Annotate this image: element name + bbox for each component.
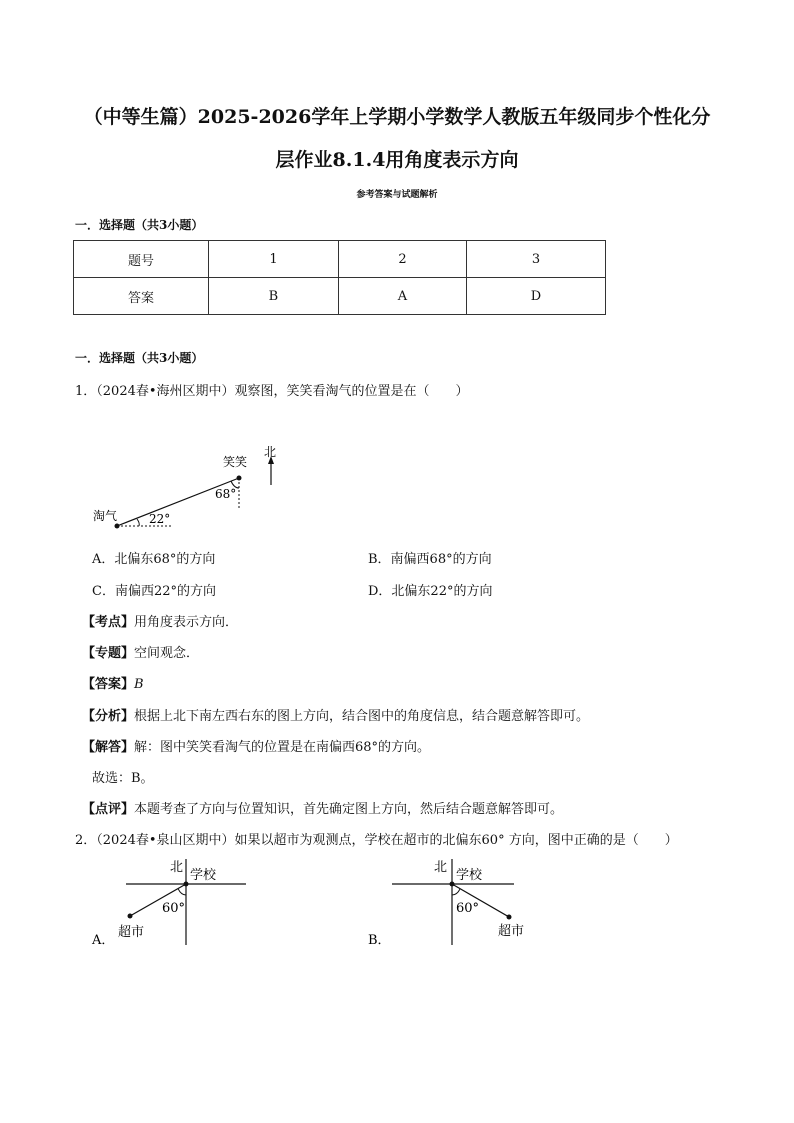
q1-option-c[interactable]: C．南偏西22°的方向: [92, 584, 216, 599]
taoqi-label: 淘气: [93, 509, 118, 523]
school-point: [184, 882, 189, 887]
table-cell: 2: [338, 241, 466, 278]
daan-tag: 【答案】: [82, 677, 135, 692]
page-title-line2: 层作业8.1.4用角度表示方向: [275, 149, 519, 171]
table-row: [74, 241, 606, 278]
q2-figure-b: [364, 855, 534, 950]
market-label: 超市: [118, 925, 145, 940]
q1-guxuan: 故选：B。: [92, 771, 154, 786]
q1-option-a[interactable]: A．北偏东68°的方向: [92, 552, 216, 567]
angle-label: 60°: [456, 901, 480, 916]
table-cell: 3: [467, 241, 606, 278]
q1-option-b[interactable]: B．南偏西68°的方向: [368, 552, 492, 567]
answer-table: [73, 240, 606, 315]
zhuanti-text: 空间观念．: [134, 646, 200, 661]
jieda-tag: 【解答】: [82, 740, 135, 755]
page-title-line1: （中等生篇）2025-2026学年上学期小学数学人教版五年级同步个性化分: [83, 106, 711, 128]
zhuanti-tag: 【专题】: [82, 646, 135, 661]
angle-arc: [178, 889, 186, 896]
table-cell: A: [338, 278, 466, 315]
table-cell: 1: [209, 241, 339, 278]
table-cell: B: [209, 278, 339, 315]
table-cell: 答案: [74, 278, 209, 315]
q1-zhuanti: [82, 642, 199, 661]
angle-68-label: 68°: [215, 487, 237, 501]
angle-22-label: 22°: [149, 512, 171, 526]
angle-label: 60°: [162, 901, 186, 916]
table-cell: D: [467, 278, 606, 315]
option-a-label[interactable]: A．: [92, 933, 115, 948]
sightline: [117, 478, 239, 526]
fenxi-tag: 【分析】: [82, 709, 135, 724]
kaodian-tag: 【考点】: [82, 615, 135, 630]
q1-dianping: [82, 798, 563, 817]
jieda-text: 解：图中笑笑看淘气的位置是在南偏西68°的方向。: [134, 740, 431, 755]
xiaoxiao-label: 笑笑: [223, 455, 248, 469]
q2-stem: 2．（2024春•泉山区期中）如果以超市为观测点，学校在超市的北偏东60° 方向，图中正确的是（ ）: [75, 833, 678, 848]
fenxi-text: 根据上北下南左西右东的图上方向，结合图中的角度信息，结合题意解答即可。: [134, 709, 590, 724]
q1-jieda: [82, 736, 430, 755]
section-heading-answers: 一．选择题（共3小题）: [75, 218, 204, 232]
school-point: [450, 882, 455, 887]
kaodian-text: 用角度表示方向．: [134, 615, 239, 630]
xiaoxiao-point: [237, 476, 242, 481]
school-label: 学校: [190, 868, 217, 883]
q1-direction-figure: [85, 440, 295, 540]
north-label: 北: [264, 445, 277, 459]
market-label: 超市: [498, 924, 525, 939]
market-point: [128, 914, 133, 919]
page-subtitle: 参考答案与试题解析: [356, 190, 438, 200]
option-b-label[interactable]: B．: [368, 933, 391, 948]
q1-daan: [82, 673, 144, 692]
q2-figure-a: [88, 855, 258, 950]
q1-fenxi: [82, 705, 589, 724]
north-label: 北: [434, 860, 448, 875]
q1-kaodian: [82, 611, 238, 630]
school-label: 学校: [456, 868, 483, 883]
angle-arc: [452, 889, 460, 895]
table-cell: 题号: [74, 241, 209, 278]
table-row: [74, 278, 606, 315]
north-label: 北: [170, 860, 184, 875]
taoqi-point: [115, 524, 120, 529]
q1-option-d[interactable]: D．北偏东22°的方向: [368, 584, 493, 599]
market-point: [507, 915, 512, 920]
dianping-tag: 【点评】: [82, 802, 135, 817]
angle-arc-22: [137, 519, 139, 526]
section-heading-questions: 一．选择题（共3小题）: [75, 351, 204, 365]
q1-stem: 1．（2024春•海州区期中）观察图，笑笑看淘气的位置是在（ ）: [75, 384, 469, 399]
daan-text: B: [134, 677, 144, 692]
dianping-text: 本题考查了方向与位置知识，首先确定图上方向，然后结合题意解答即可。: [134, 802, 564, 817]
